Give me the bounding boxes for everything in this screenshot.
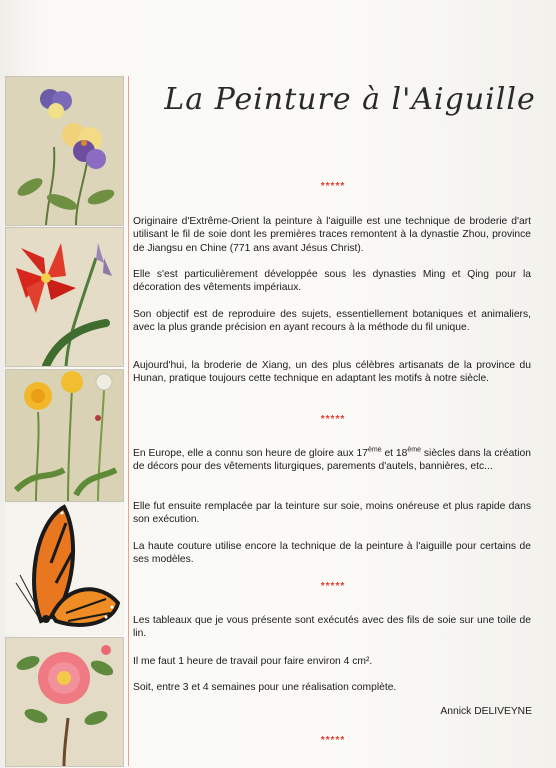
paragraph-5-part-a: En Europe, elle a connu son heure de gloire aux 17: [133, 448, 368, 459]
pansy-embroidery-image: [5, 76, 124, 226]
author-signature: Annick DELIVEYNE: [440, 706, 532, 717]
paragraph-5-part-c: siècles dans la création de décors pour des vêtements liturgiques, parements d'autels, bannières, etc...: [133, 448, 531, 473]
paragraph-7: La haute couture utilise encore la technique de la peinture à l'aiguille pour certains de ses modèles.: [133, 541, 531, 566]
paragraph-10: Soit, entre 3 et 4 semaines pour une réalisation complète.: [133, 682, 397, 693]
page-title: La Peinture à l'Aiguille: [164, 82, 536, 117]
paragraph-8: Les tableaux que je vous présente sont exécutés avec des fils de soie sur une toile de lin.: [133, 615, 531, 640]
margin-rule: [128, 76, 129, 766]
paragraph-1: Originaire d'Extrême-Orient la peinture à l'aiguille est une technique de broderie d'art utilisant le fil de soie dont les premières traces remontent à la dynastie Zhou, province de Jiangsu en Chine (771 ans avant Jésus Christ).: [133, 216, 531, 254]
separator-3: *****: [320, 581, 346, 592]
paragraph-9: Il me faut 1 heure de travail pour faire environ 4 cm².: [133, 656, 373, 667]
dandelion-embroidery-image: [5, 369, 124, 502]
paragraph-2: Elle s'est particulièrement développée sous les dynasties Ming et Qing pour la décoration des vêtements impériaux.: [133, 269, 531, 294]
monarch-butterfly-embroidery-image: [5, 502, 124, 635]
paragraph-4: Aujourd'hui, la broderie de Xiang, un des plus célèbres artisanats de la province du Hunan, pratique toujours cette technique en adaptant les motifs à notre siècle.: [133, 360, 531, 385]
separator-1: *****: [320, 181, 346, 192]
paragraph-3: Son objectif est de reproduire des sujets, essentiellement botaniques et animaliers, avec la plus grande précision en ayant recours à la méthode du fil unique.: [133, 309, 531, 334]
paragraph-5: [133, 447, 531, 474]
separator-4: *****: [320, 735, 346, 746]
separator-2: *****: [320, 414, 346, 425]
paragraph-6: Elle fut ensuite remplacée par la teinture sur soie, moins onéreuse et plus rapide dans son exécution.: [133, 501, 531, 526]
amaryllis-embroidery-image: [5, 227, 124, 367]
superscript-2: ème: [407, 446, 421, 454]
paragraph-5-part-b: et 18: [381, 448, 408, 459]
superscript-1: ème: [367, 446, 382, 454]
wild-rose-embroidery-image: [5, 637, 124, 767]
